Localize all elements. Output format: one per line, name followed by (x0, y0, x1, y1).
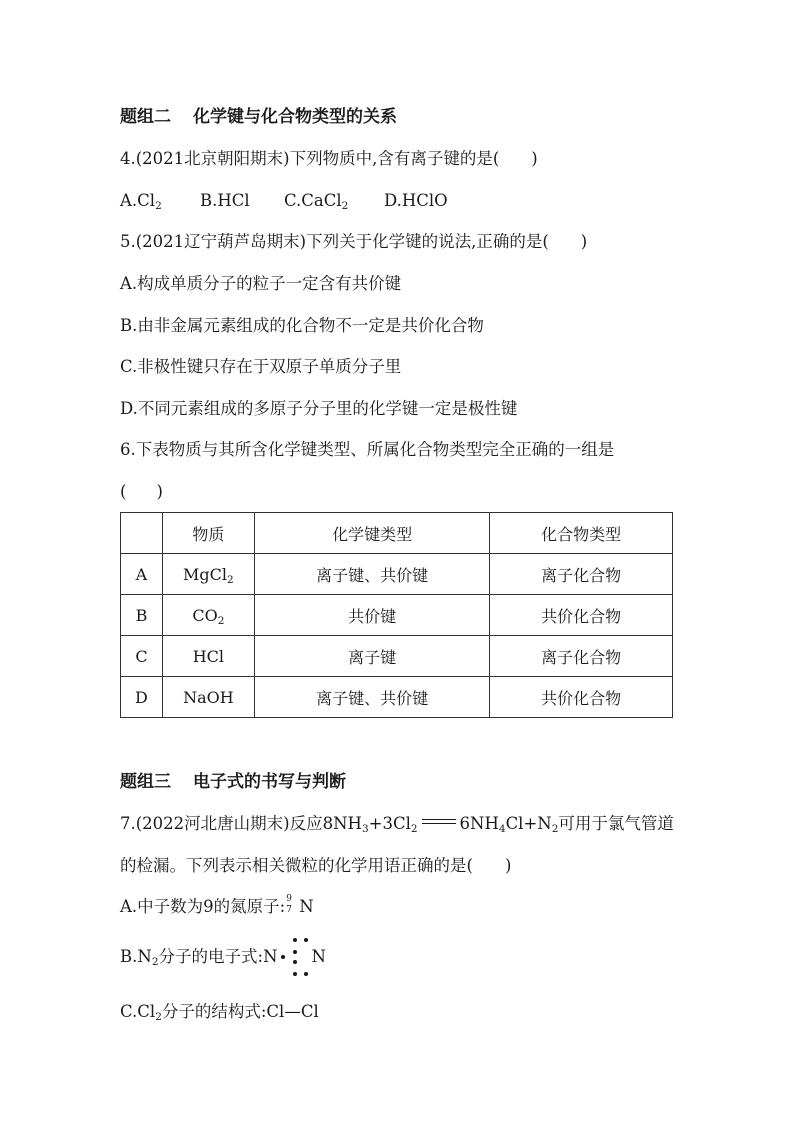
electron-dots-icon (278, 946, 312, 968)
row-substance: MgCl$_2$ (162, 554, 254, 595)
row-compound-type: 离子化合物 (490, 554, 673, 595)
table-header-cell (121, 513, 163, 554)
question-7-stem-line-2: 的检漏。下列表示相关微粒的化学用语正确的是( ) (120, 856, 512, 875)
question-5-option-a: A.构成单质分子的粒子一定含有共价键 (120, 274, 402, 293)
option-c: C.CaCl$_2$ (284, 191, 349, 212)
row-compound-type: 共价化合物 (490, 677, 673, 718)
row-compound-type: 离子化合物 (490, 636, 673, 677)
question-4-stem: 4.(2021北京朝阳期末)下列物质中,含有离子键的是( ) (120, 149, 538, 168)
row-bond-type: 离子键、共价键 (254, 554, 490, 595)
table-row (121, 554, 673, 595)
table-header-cell: 物质 (162, 513, 254, 554)
row-label: C (121, 636, 163, 677)
row-bond-type: 离子键 (254, 636, 490, 677)
table-header-cell: 化学键类型 (254, 513, 490, 554)
table-row (121, 636, 673, 677)
row-label: A (121, 554, 163, 595)
question-5-stem: 5.(2021辽宁葫芦岛期末)下列关于化学键的说法,正确的是( ) (120, 232, 588, 251)
section-heading-3 (120, 771, 346, 793)
row-compound-type: 共价化合物 (490, 595, 673, 636)
row-substance: HCl (162, 636, 254, 677)
row-label: D (121, 677, 163, 718)
question-7-option-b: $B.N_2$分子的电子式:N N (120, 946, 326, 968)
question-6-stem: 6.下表物质与其所含化学键类型、所属化合物类型完全正确的一组是 (120, 440, 615, 459)
section-title: 化学键与化合物类型的关系 (193, 107, 397, 127)
question-5-option-d: D.不同元素组成的多原子分子里的化学键一定是极性键 (120, 399, 518, 418)
row-bond-type: 共价键 (254, 595, 490, 636)
question-6-paren: ( ) (120, 482, 163, 501)
table-row (121, 677, 673, 718)
row-label: B (121, 595, 163, 636)
table-header-row (121, 513, 673, 554)
question-7-option-a: A.中子数为9的氮原子: 9 7 N (120, 894, 314, 916)
section-label: 题组二 (120, 107, 171, 127)
question-6-table (120, 512, 673, 718)
question-7-stem-line-1: 7.(2022河北唐山期末)反应$8NH_3+3Cl_2$ $6NH_4Cl+N_2$可用于氯气管道 (120, 814, 674, 835)
option-b: B.HCl (200, 191, 250, 210)
question-5-option-b: B.由非金属元素组成的化合物不一定是共价化合物 (120, 316, 484, 335)
option-a: $A.Cl_2$ (120, 191, 162, 212)
section-label: 题组三 (120, 772, 171, 792)
row-substance: NaOH (162, 677, 254, 718)
question-5-option-c: C.非极性键只存在于双原子单质分子里 (120, 357, 402, 376)
row-bond-type: 离子键、共价键 (254, 677, 490, 718)
table-header-cell: 化合物类型 (490, 513, 673, 554)
section-title: 电子式的书写与判断 (193, 772, 346, 792)
table-row (121, 595, 673, 636)
option-d: D.HClO (384, 191, 448, 210)
section-heading-2 (120, 106, 397, 128)
row-substance: $CO_2$ (162, 595, 254, 636)
question-7-option-c: $C.Cl_2$分子的结构式:Cl—Cl (120, 1002, 319, 1023)
nuclide-notation: 9 7 (286, 894, 292, 915)
equals-sign-icon (422, 818, 456, 826)
question-4-options (120, 190, 448, 212)
